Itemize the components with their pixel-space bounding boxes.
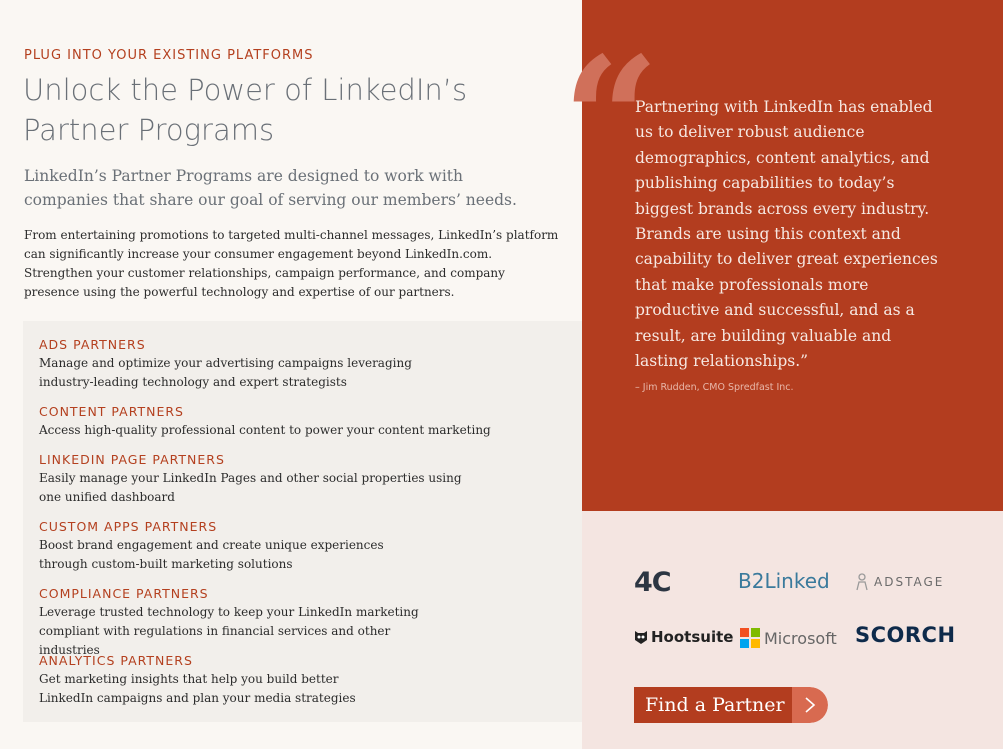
logo-scorch-text: SCORCH <box>855 623 956 647</box>
partner-description: Manage and optimize your advertising campaigns leveraging industry-leading technology and expert strategists <box>39 356 412 389</box>
partner-types-panel <box>23 321 582 722</box>
find-a-partner-button[interactable] <box>634 687 828 723</box>
testimonial-attribution: – Jim Rudden, CMO Spredfast Inc. <box>635 382 794 393</box>
logo-microsoft <box>740 628 837 648</box>
lead-paragraph: LinkedIn’s Partner Programs are designed to work with companies that share our goal of serving our members’ needs. <box>24 167 517 209</box>
logo-4c <box>634 567 671 598</box>
logo-hootsuite <box>634 628 733 646</box>
owl-icon <box>634 629 648 645</box>
partner-title: CUSTOM APPS PARTNERS <box>39 519 218 534</box>
partner-title: COMPLIANCE PARTNERS <box>39 586 209 601</box>
partner-item-content <box>39 403 539 440</box>
partner-title: LINKEDIN PAGE PARTNERS <box>39 452 225 467</box>
logo-adstage <box>855 573 944 591</box>
testimonial-quote: Partnering with LinkedIn has enabled us to deliver robust audience demographics, content analytics, and publishing capabilities to today’s biggest brands across every industry. Brands are using this context and capability to deliver great experiences that make professionals more productive and successful, and as a result, are building valuable and lasting relationships.” <box>635 98 938 371</box>
microsoft-squares-icon <box>740 628 760 648</box>
partner-title: ADS PARTNERS <box>39 337 146 352</box>
logo-hootsuite-text: Hootsuite <box>651 628 734 646</box>
eyebrow-heading: PLUG INTO YOUR EXISTING PLATFORMS <box>24 48 314 63</box>
partner-title: CONTENT PARTNERS <box>39 404 184 419</box>
adstage-person-icon <box>855 573 869 591</box>
partner-description: Leverage trusted technology to keep your LinkedIn marketing compliant with regulations in financial services and other industries <box>39 605 419 657</box>
partner-logos-panel <box>582 511 1003 749</box>
logo-microsoft-text: Microsoft <box>764 628 837 648</box>
partner-description: Access high-quality professional content to power your content marketing <box>39 423 491 437</box>
partner-title: ANALYTICS PARTNERS <box>39 653 193 668</box>
body-paragraph: From entertaining promotions to targeted multi-channel messages, LinkedIn’s platform can significantly increase your consumer engagement beyond LinkedIn.com. Strengthen your customer relationships, campaign performance, and company presence using the powerful technology and expertise of our partners. <box>24 228 559 299</box>
logo-scorch <box>855 623 956 647</box>
logo-b2linked <box>738 569 830 593</box>
page-title: Unlock the Power of LinkedIn’s Partner Programs <box>23 73 468 147</box>
quote-mark-icon: “ <box>562 20 660 220</box>
partner-item-analytics <box>39 652 539 708</box>
logo-adstage-text: ADSTAGE <box>874 575 945 589</box>
logo-b2linked-text: B2Linked <box>738 569 830 593</box>
partner-description: Boost brand engagement and create unique experiences through custom-built marketing solutions <box>39 538 384 571</box>
partner-description: Easily manage your LinkedIn Pages and other social properties using one unified dashboard <box>39 471 462 504</box>
partner-description: Get marketing insights that help you build better LinkedIn campaigns and plan your media strategies <box>39 672 356 705</box>
chevron-right-icon <box>792 687 828 723</box>
partner-item-compliance <box>39 585 539 660</box>
find-a-partner-label: Find a Partner <box>634 687 792 723</box>
partner-item-ads <box>39 336 539 392</box>
testimonial-panel <box>562 0 1003 511</box>
logo-4c-text: 4C <box>634 567 671 598</box>
partner-item-custom-apps <box>39 518 539 574</box>
partner-item-linkedin-page <box>39 451 539 507</box>
